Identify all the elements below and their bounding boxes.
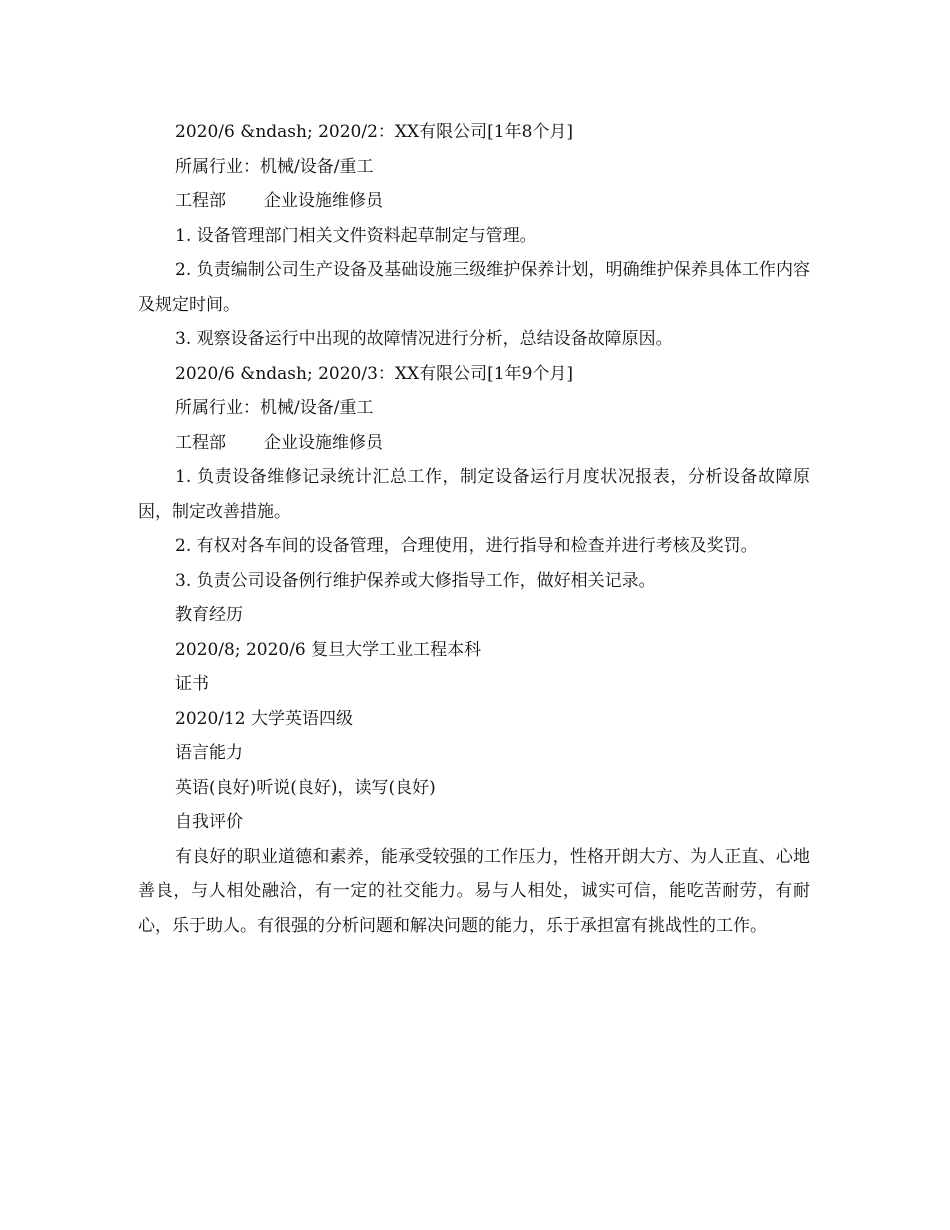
job-department-role (138, 184, 818, 219)
job-industry: 所属行业：机械/设备/重工 (175, 398, 374, 418)
job-role: 企业设施维修员 (264, 191, 383, 211)
section-heading-education: 教育经历 (175, 605, 243, 625)
certificate-entry: 2020/12 大学英语四级 (175, 708, 354, 729)
section-heading-self-evaluation: 自我评价 (175, 812, 243, 832)
job-industry: 所属行业：机械/设备/重工 (175, 156, 374, 177)
section-heading-language: 语言能力 (175, 743, 243, 763)
job-duty: 1. 负责设备维修记录统计汇总工作，制定设备运行月度状况报表，分析设备故障原因，制定改善措施。 (138, 467, 810, 522)
department: 工程部 (175, 432, 226, 453)
job-duty: 3. 负责公司设备例行维护保养或大修指导工作，做好相关记录。 (175, 570, 656, 591)
department: 工程部 (175, 191, 226, 211)
job-role: 企业设施维修员 (264, 432, 383, 453)
job-duty: 3. 观察设备运行中出现的故障情况进行分析，总结设备故障原因。 (175, 329, 673, 349)
education-entry: 2020/8; 2020/6 复旦大学工业工程本科 (175, 639, 482, 660)
self-evaluation-text: 有良好的职业道德和素养，能承受较强的工作压力，性格开朗大方、为人正直、心地善良，与人相处融洽，有一定的社交能力。易与人相处，诚实可信，能吃苦耐劳，有耐心，乐于助人。有很强的分析问题和解决问题的能力，乐于承担富有挑战性的工作。 (138, 846, 810, 936)
job-department-role (138, 426, 818, 461)
job-duty: 1. 设备管理部门相关文件资料起草制定与管理。 (175, 225, 537, 246)
job-duty: 2. 负责编制公司生产设备及基础设施三级维护保养计划，明确维护保养具体工作内容及规定时间。 (138, 260, 810, 315)
job-period: 2020/6 &ndash; 2020/2：XX有限公司[1年8个月] (175, 122, 574, 142)
job-duty: 2. 有权对各车间的设备管理，合理使用，进行指导和检查并进行考核及奖罚。 (175, 536, 758, 556)
language-entry: 英语(良好)听说(良好)，读写(良好) (175, 777, 436, 798)
resume-body (138, 115, 818, 943)
job-period: 2020/6 &ndash; 2020/3：XX有限公司[1年9个月] (175, 363, 574, 384)
section-heading-certificates: 证书 (175, 674, 209, 694)
